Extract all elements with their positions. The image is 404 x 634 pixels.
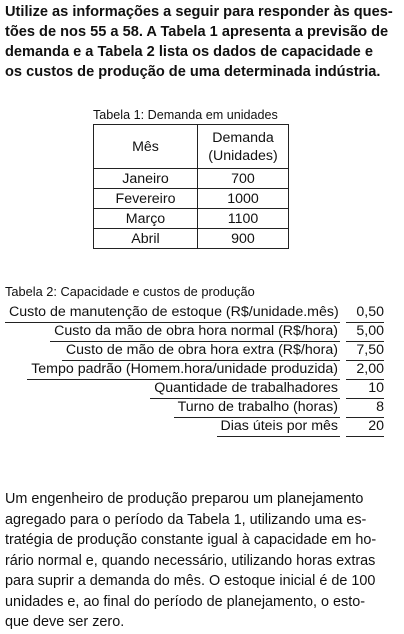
demand-cell: 900: [198, 229, 289, 249]
month-cell: Fevereiro: [94, 189, 198, 209]
intro-line: Utilize as informações a seguir para responder às ques-: [5, 4, 393, 20]
paragraph-line: para suprir a demanda do mês. O estoque inicial é de 100: [5, 573, 376, 589]
intro-line: tões de nos 55 a 58. A Tabela 1 apresenta a previsão de: [5, 24, 389, 40]
paragraph-line: agregado para o período da Tabela 1, utilizando uma es-: [5, 511, 367, 528]
paragraph-line: que deve ser zero.: [5, 614, 125, 630]
table2-caption: Tabela 2: Capacidade e custos de produção: [5, 284, 255, 299]
paragraph-line: Um engenheiro de produção preparou um planejamento: [5, 491, 364, 507]
demand-cell: 1000: [198, 189, 289, 209]
paragraph-line: rário normal e, quando necessário, utilizando horas extras: [5, 552, 376, 569]
demand-cell: 1100: [198, 209, 289, 229]
row-label: Turno de trabalho (horas): [174, 398, 340, 418]
table-row: [5, 303, 386, 322]
capacity-cost-table: [5, 303, 386, 436]
problem-paragraph: [5, 489, 388, 633]
row-label: Custo de mão de obra hora extra (R$/hora): [62, 341, 340, 361]
table-row: [94, 229, 289, 249]
row-value: 7,50: [346, 341, 384, 361]
month-cell: Janeiro: [94, 169, 198, 189]
month-cell: Março: [94, 209, 198, 229]
table-row: [5, 398, 386, 417]
table-row: [5, 322, 386, 341]
intro-text: [5, 2, 397, 82]
demand-cell: 700: [198, 169, 289, 189]
table-row: [5, 341, 386, 360]
row-value: 20: [346, 417, 384, 437]
table-row: [5, 417, 386, 436]
intro-line: demanda e a Tabela 2 lista os dados de capacidade e: [5, 44, 373, 60]
month-cell: Abril: [94, 229, 198, 249]
paragraph-line: tratégia de produção constante igual à capacidade em ho-: [5, 532, 377, 548]
header-demand: Demanda (Unidades): [198, 125, 289, 169]
intro-line: os custos de produção de uma determinada indústria.: [5, 64, 381, 80]
row-value: 8: [346, 398, 384, 418]
table-row: [5, 379, 386, 398]
row-value: 2,00: [346, 360, 384, 380]
row-label: Quantidade de trabalhadores: [150, 379, 340, 399]
table1-caption: Tabela 1: Demanda em unidades: [93, 108, 278, 122]
table-header-row: [94, 125, 289, 169]
table-row: [94, 169, 289, 189]
table-row: [5, 360, 386, 379]
row-value: 5,00: [346, 322, 384, 342]
row-label: Custo de manutenção de estoque (R$/unidade.mês): [5, 303, 340, 323]
row-value: 10: [346, 379, 384, 399]
row-value: 0,50: [346, 303, 384, 323]
demand-table: [93, 124, 289, 249]
row-label: Custo da mão de obra hora normal (R$/hora): [50, 322, 340, 342]
header-month: Mês: [94, 125, 198, 169]
table-row: [94, 189, 289, 209]
row-label: Tempo padrão (Homem.hora/unidade produzida): [27, 360, 340, 380]
row-label: Dias úteis por mês: [217, 417, 340, 437]
table-row: [94, 209, 289, 229]
paragraph-line: unidades e, ao final do período de planejamento, o esto-: [5, 593, 366, 610]
